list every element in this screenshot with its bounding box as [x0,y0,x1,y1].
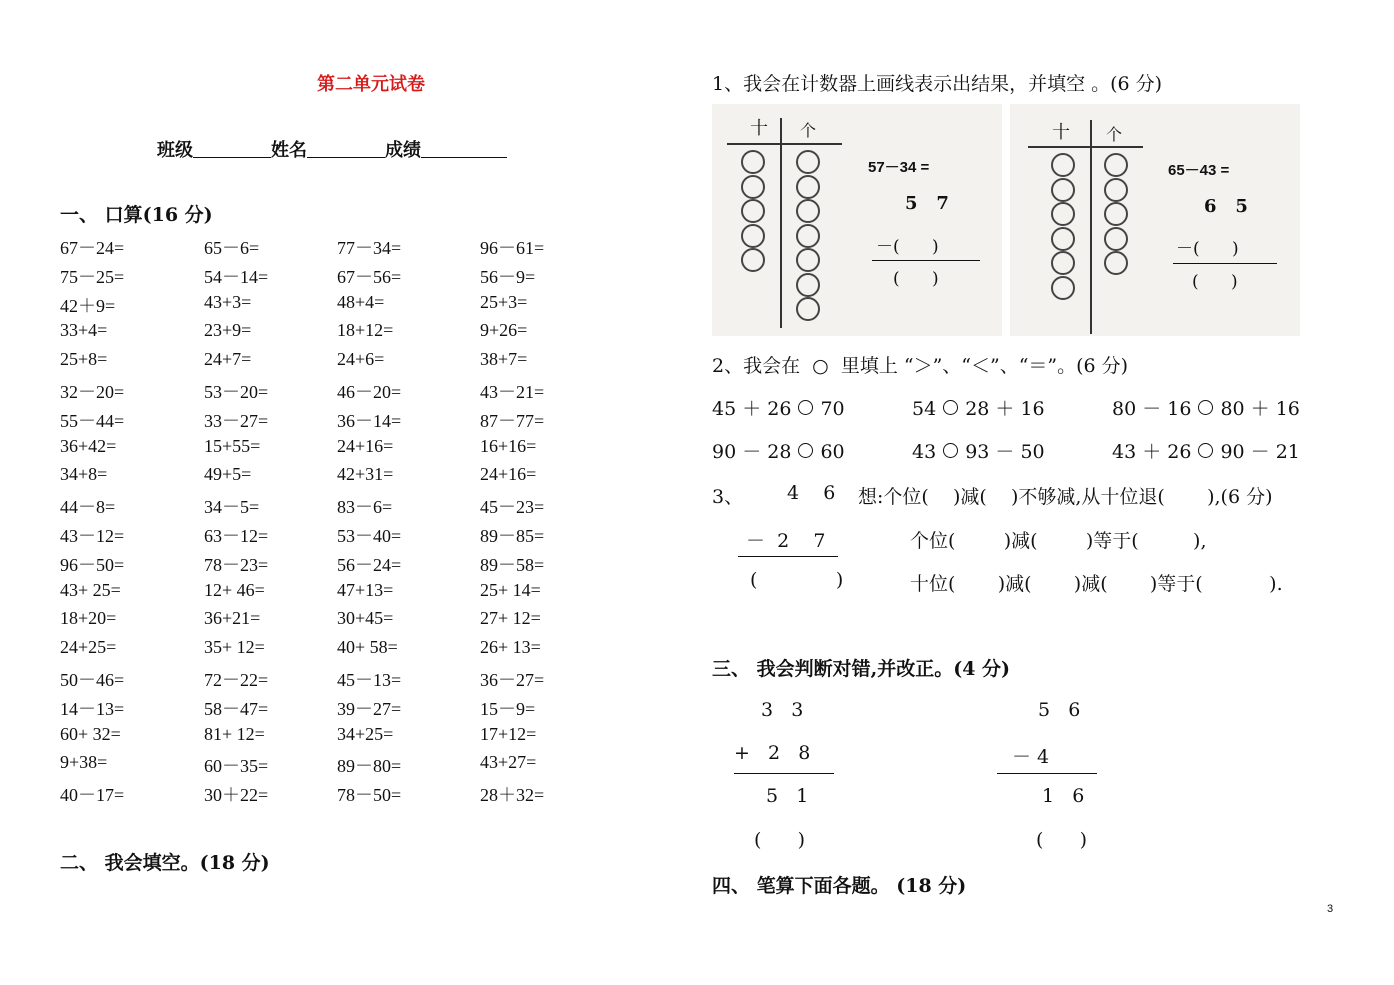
section4-heading: 四、 笔算下面各题。 (18 分) [712,875,967,897]
calc-item: 53－40= [337,525,402,546]
name-blank[interactable] [307,139,385,158]
ones-bead-icon [796,150,820,174]
abacus2-expr: 65－43 = [1168,162,1230,179]
calc-item: 89－58= [480,554,545,575]
calc-row [60,349,624,378]
calc-row [60,695,624,724]
calc-item: 50－46= [60,669,125,690]
calc-item: 46－20= [337,381,402,402]
score-blank[interactable] [421,139,507,158]
calc-item: 34+25= [337,723,394,744]
tens-bead-icon [741,175,765,199]
abacus1-frame [727,143,842,145]
compare-circle-icon[interactable] [943,400,958,415]
tens-bead-icon [1051,202,1075,226]
calc-item: 81+ 12= [204,723,265,744]
calc-item: 14－13= [60,698,125,719]
calc-item: 54－14= [204,266,269,287]
name-label: 姓名 [271,140,307,161]
calc-item: 49+5= [204,464,252,485]
calc-item: 96－61= [480,238,545,258]
calc-item: 25+8= [60,349,108,370]
comparison-item [712,394,845,421]
abacus2-sub: －( ) [1176,239,1239,259]
calc-item: 30+45= [337,608,394,629]
calc-item: 77－34= [337,238,402,258]
calc-item: 75－25= [60,266,125,287]
comparison-right: 90 － 21 [1220,441,1300,463]
abacus2-rule [1173,263,1277,264]
page-number: 3 [1327,903,1334,915]
calc-item: 9+26= [480,320,528,341]
compare-circle-icon[interactable] [1198,443,1213,458]
calc-item: 12+ 46= [204,579,265,600]
abacus2-result[interactable]: ( ) [1192,272,1238,292]
section1-heading: 一、 口算(16 分) [60,204,213,226]
tens-bead-icon [1051,227,1075,251]
abacus1-expr: 57－34 = [868,159,930,176]
comparison-left: 43 ＋ 26 [1112,441,1192,463]
abacus2-ones-label: 个 [1106,125,1123,144]
calc-item: 15+55= [204,435,261,456]
calc-item: 58－47= [204,698,269,719]
calc-row [60,522,624,551]
abacus1-divider [780,118,782,328]
ones-bead-icon [796,175,820,199]
s3-right-paren[interactable]: ( ) [1036,829,1088,851]
calc-item: 9+38= [60,752,108,773]
calc-item: 56－24= [337,554,402,575]
calc-item: 43+3= [204,291,252,312]
calc-item: 36－27= [480,669,545,690]
calc-row [60,608,624,637]
abacus1-sub: －( ) [876,237,939,257]
s3-left-rule [734,773,834,774]
calc-item: 55－44= [60,410,125,431]
calc-item: 24+16= [480,464,537,485]
calc-item: 36－14= [337,410,402,431]
q3-result[interactable]: ( ) [750,569,844,591]
calc-item: 26+ 13= [480,637,541,658]
tens-bead-icon [741,199,765,223]
section3-heading: 三、 我会判断对错,并改正。(4 分) [712,658,1011,680]
comparison-left: 54 [912,398,937,420]
comparison-right: 28 ＋ 16 [965,398,1045,420]
abacus1-rule [872,260,980,261]
section2-heading: 二、 我会填空。(18 分) [60,852,270,874]
q3-rule [738,556,838,557]
compare-circle-icon[interactable] [943,443,958,458]
calc-item: 15－9= [480,698,536,719]
calc-item: 25+ 14= [480,579,541,600]
calc-item: 43－21= [480,381,545,402]
calc-item: 16+16= [480,435,537,456]
calc-item: 78－23= [204,554,269,575]
calc-item: 25+3= [480,291,528,312]
calc-item: 48+4= [337,291,385,312]
calc-item: 39－27= [337,698,402,719]
abacus1-result[interactable]: ( ) [893,269,939,289]
ones-bead-icon [796,248,820,272]
calc-row [60,292,624,321]
calc-item: 89－80= [337,756,402,777]
calc-item: 32－20= [60,381,125,402]
tens-bead-icon [1051,276,1075,300]
s3-right-sub: － 4 [1012,746,1050,768]
calc-item: 60－35= [204,756,269,777]
compare-circle-icon[interactable] [1198,400,1213,415]
calc-row [60,464,624,493]
comparison-item [912,437,1045,464]
tens-bead-icon [741,224,765,248]
s3-right-result: 1 6 [1042,785,1085,807]
s3-left-paren[interactable]: ( ) [754,829,806,851]
comparison-left: 80 － 16 [1112,398,1192,420]
q3-label: 3、 [712,486,744,508]
q3-top: 4 6 [787,482,836,504]
calc-item: 34+8= [60,464,108,485]
score-label: 成绩 [385,140,421,161]
calc-row [60,781,624,810]
calc-item: 67－24= [60,238,125,258]
calc-row [60,436,624,465]
calc-item: 33－27= [204,410,269,431]
calc-row [60,752,624,781]
abacus1-ones-label: 个 [800,121,817,140]
abacus2-tens-label: 十 [1052,122,1070,143]
calc-item: 45－23= [480,497,545,518]
calc-item: 40－17= [60,785,125,806]
calc-item: 56－9= [480,266,536,287]
tens-bead-icon [1051,178,1075,202]
class-blank[interactable] [193,139,271,158]
calc-item: 47+13= [337,579,394,600]
student-info [157,136,507,162]
calc-item: 45－13= [337,669,402,690]
s3-left-top: 3 3 [761,699,804,721]
class-label: 班级 [157,140,193,161]
ones-bead-icon [1104,227,1128,251]
calc-item: 72－22= [204,669,269,690]
q1-text: 1、我会在计数器上画线表示出结果，并填空 。(6 分) [712,73,1163,95]
calc-item: 42+31= [337,464,394,485]
calc-item: 23+9= [204,320,252,341]
comparison-left: 45 ＋ 26 [712,398,792,420]
calc-item: 43+ 25= [60,579,121,600]
abacus1-tens-label: 十 [750,118,768,139]
calc-item: 65－6= [204,238,260,258]
tens-bead-icon [1051,251,1075,275]
abacus2-divider [1090,120,1092,334]
comparison-item [912,394,1045,421]
calc-item: 43+27= [480,752,537,773]
calc-item: 78－50= [337,785,402,806]
calc-item: 43－12= [60,525,125,546]
ones-bead-icon [1104,251,1128,275]
calc-item: 63－12= [204,525,269,546]
q3-sub: － 2 7 [746,530,826,552]
comparison-item [1112,394,1300,421]
ones-bead-icon [796,273,820,297]
abacus2-frame [1028,146,1143,148]
q2-text: 2、我会在 ○ 里填上 “＞”、“＜”、“＝”。(6 分) [712,355,1129,377]
calc-row [60,493,624,522]
calc-item: 60+ 32= [60,723,121,744]
abacus1-top: 5 7 [905,193,949,214]
calc-item: 24+16= [337,435,394,456]
comparison-right: 93 － 50 [965,441,1045,463]
comparison-right: 60 [820,441,845,463]
comparison-right: 80 ＋ 16 [1220,398,1300,420]
calc-item: 40+ 58= [337,637,398,658]
calc-item: 53－20= [204,381,269,402]
comparison-left: 43 [912,441,937,463]
calc-item: 44－8= [60,497,116,518]
q3-line1: 想:个位( )减( )不够减,从十位退( ),(6 分) [858,486,1273,508]
calc-row [60,234,624,263]
calc-row [60,263,624,292]
calc-item: 34－5= [204,497,260,518]
calc-row [60,378,624,407]
s3-right-top: 5 6 [1038,699,1081,721]
comparison-item [712,437,845,464]
calc-item: 36+42= [60,435,117,456]
calc-item: 35+ 12= [204,637,265,658]
ones-bead-icon [796,297,820,321]
tens-bead-icon [741,150,765,174]
calc-row [60,407,624,436]
calc-item: 18+20= [60,608,117,629]
calc-item: 24+7= [204,349,252,370]
calc-item: 67－56= [337,266,402,287]
tens-bead-icon [741,248,765,272]
calc-row [60,320,624,349]
q3-line2: 个位( )减( )等于( ), [910,530,1207,552]
page-title: 第二单元试卷 [317,74,425,95]
calc-item: 42＋9= [60,295,116,316]
ones-bead-icon [1104,202,1128,226]
calc-item: 28＋32= [480,785,545,806]
ones-bead-icon [1104,153,1128,177]
calc-item: 30＋22= [204,785,269,806]
mental-math-grid [60,234,624,810]
calc-row [60,724,624,753]
comparison-item [1112,437,1300,464]
calc-item: 18+12= [337,320,394,341]
calc-item: 24+6= [337,349,385,370]
calc-row [60,551,624,580]
calc-item: 83－6= [337,497,393,518]
calc-item: 96－50= [60,554,125,575]
calc-item: 36+21= [204,608,261,629]
s3-left-result: 5 1 [766,785,809,807]
s3-right-rule [997,773,1097,774]
ones-bead-icon [1104,178,1128,202]
calc-item: 17+12= [480,723,537,744]
q3-line3: 十位( )减( )减( )等于( ). [910,573,1283,595]
tens-bead-icon [1051,153,1075,177]
calc-item: 27+ 12= [480,608,541,629]
calc-item: 87－77= [480,410,545,431]
calc-item: 33+4= [60,320,108,341]
calc-row [60,666,624,695]
calc-row [60,580,624,609]
comparison-right: 70 [820,398,845,420]
abacus2-top: 6 5 [1204,196,1248,217]
compare-circle-icon[interactable] [798,400,813,415]
ones-bead-icon [796,224,820,248]
ones-bead-icon [796,199,820,223]
comparison-left: 90 － 28 [712,441,792,463]
calc-row [60,637,624,666]
calc-item: 89－85= [480,525,545,546]
s3-left-sub: + 2 8 [734,742,811,764]
compare-circle-icon[interactable] [798,443,813,458]
calc-item: 38+7= [480,349,528,370]
calc-item: 24+25= [60,637,117,658]
